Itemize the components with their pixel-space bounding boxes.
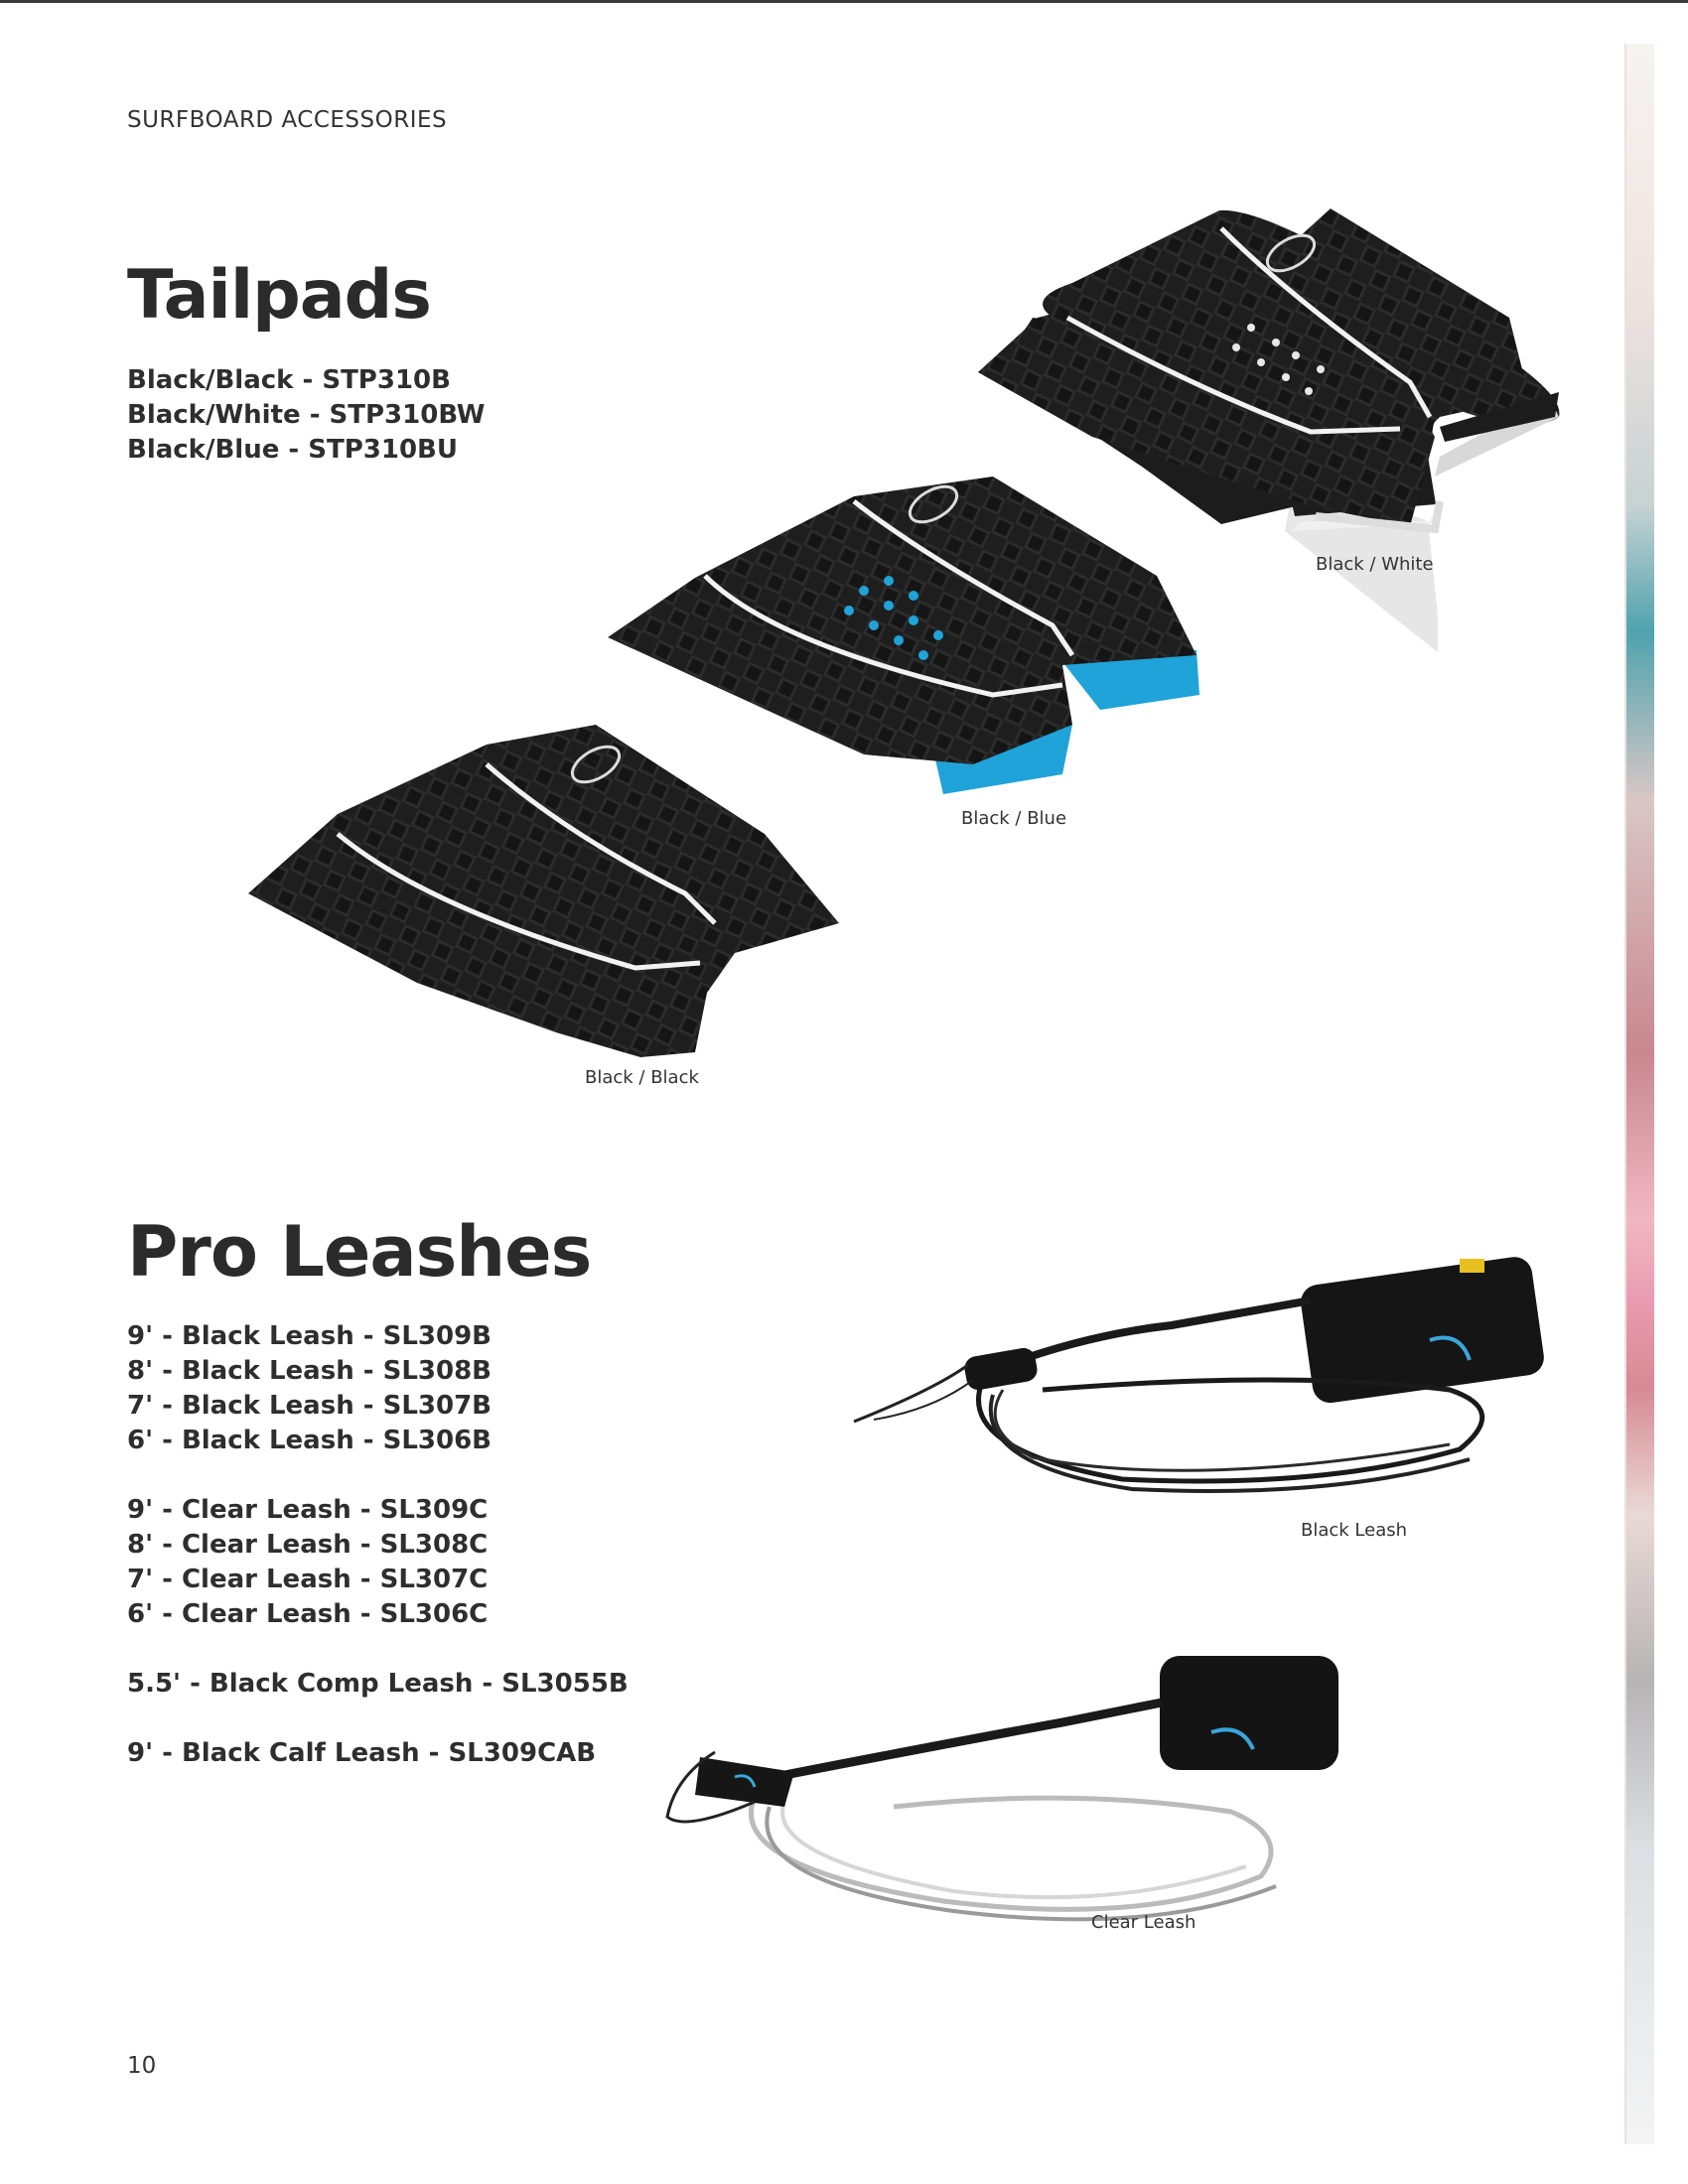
- sku-item: 7' - Clear Leash - SL307C: [127, 1565, 489, 1594]
- caption-black-white: Black / White: [1316, 554, 1434, 575]
- sku-item: Black/White - STP310BW: [127, 400, 486, 430]
- sku-item: 6' - Clear Leash - SL306C: [127, 1599, 489, 1629]
- sku-item: 6' - Black Leash - SL306B: [127, 1426, 492, 1455]
- sku-item: 7' - Black Leash - SL307B: [127, 1391, 492, 1421]
- page-number: 10: [127, 2053, 157, 2079]
- sku-item: 9' - Black Calf Leash - SL309CAB: [127, 1738, 597, 1768]
- tailpad-black-black-image: [248, 725, 839, 1057]
- sku-item: 5.5' - Black Comp Leash - SL3055B: [127, 1669, 629, 1699]
- caption-black-leash: Black Leash: [1301, 1520, 1408, 1541]
- section-header: SURFBOARD ACCESSORIES: [127, 107, 448, 133]
- pro-leashes-heading: Pro Leashes: [127, 1211, 592, 1293]
- caption-black-blue: Black / Blue: [961, 808, 1067, 829]
- tailpad-black-blue-image: [608, 477, 1199, 794]
- sku-item: 9' - Clear Leash - SL309C: [127, 1495, 489, 1525]
- sku-item: 8' - Clear Leash - SL308C: [127, 1530, 489, 1560]
- sku-item: 9' - Black Leash - SL309B: [127, 1321, 492, 1351]
- tailpads-heading: Tailpads: [127, 256, 431, 335]
- clear-leash-image: [667, 1656, 1338, 1919]
- sku-item: Black/Blue - STP310BU: [127, 435, 458, 465]
- caption-black-black: Black / Black: [585, 1067, 699, 1088]
- sku-item: 8' - Black Leash - SL308B: [127, 1356, 492, 1386]
- caption-clear-leash: Clear Leash: [1091, 1912, 1196, 1933]
- sku-item: Black/Black - STP310B: [127, 365, 451, 395]
- leashes-sku-list: [127, 1319, 629, 1771]
- black-leash-image: [854, 1255, 1546, 1491]
